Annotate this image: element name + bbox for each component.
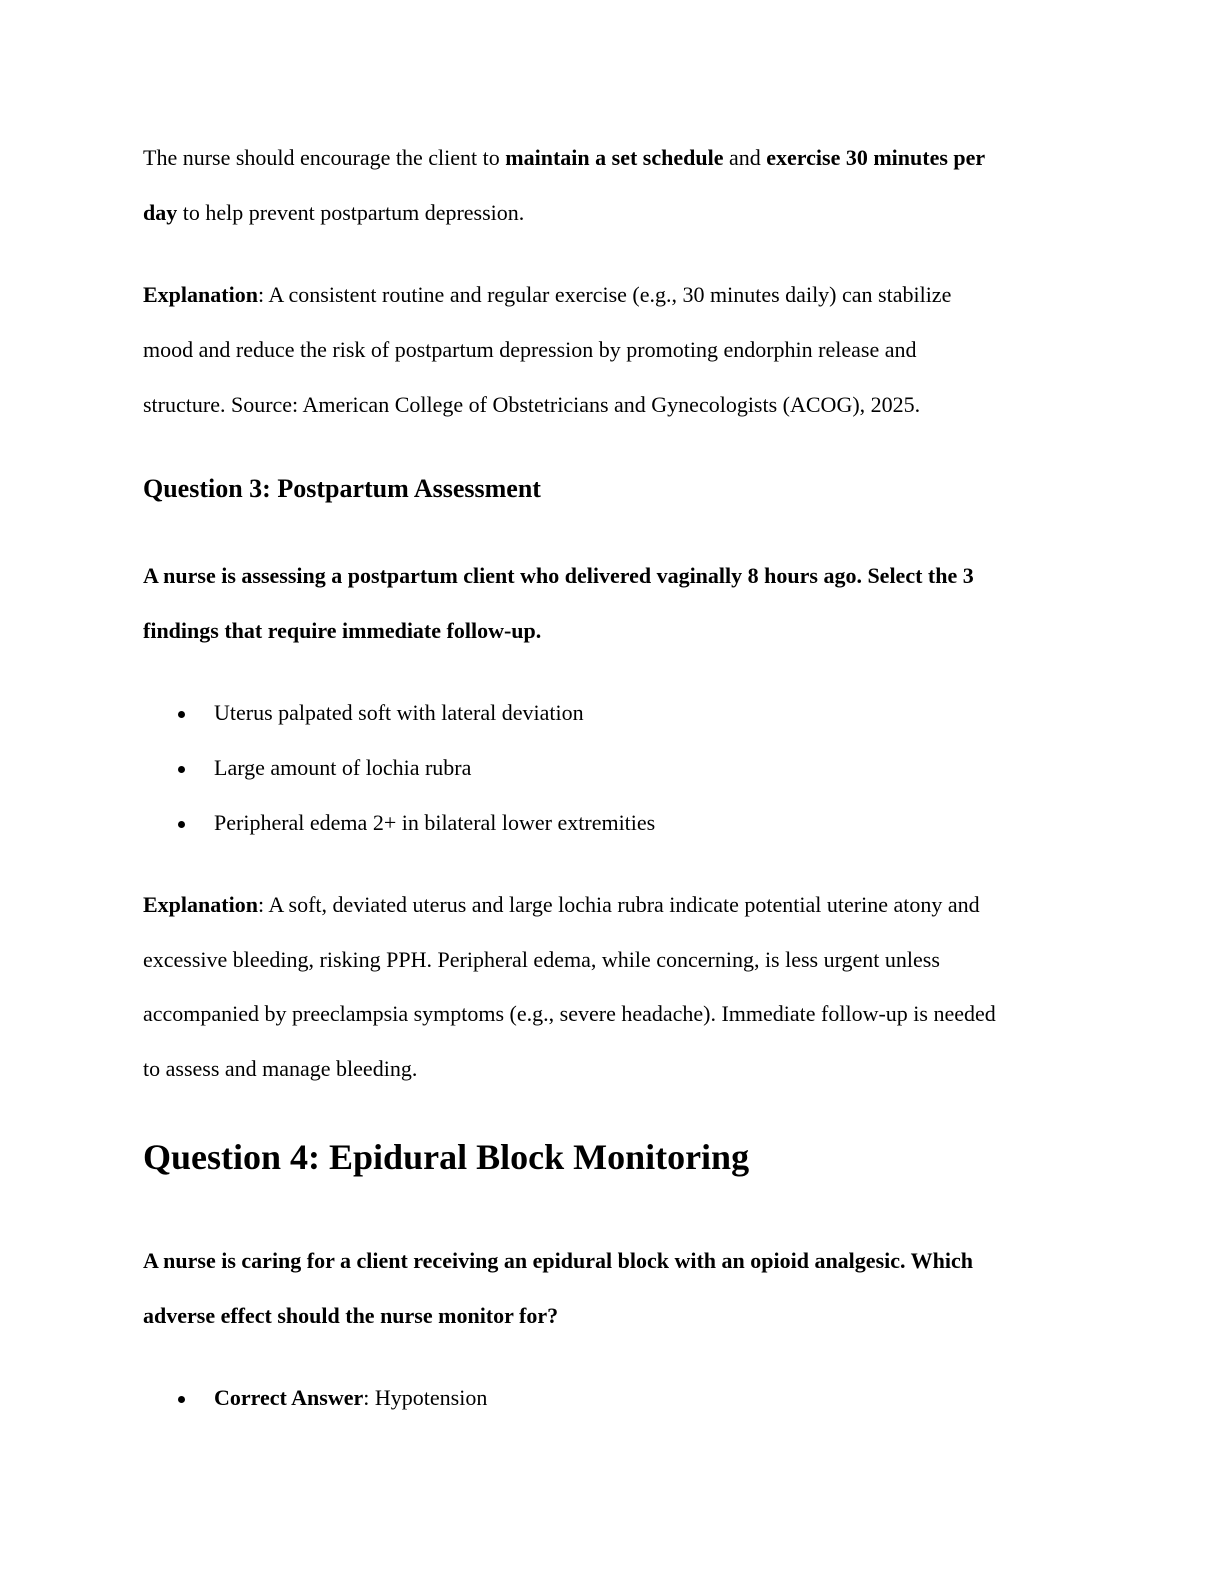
bullet-icon [178, 766, 185, 773]
explanation-label: Explanation [143, 892, 258, 917]
explanation-1-line-1 [143, 284, 951, 306]
explanation-text: : A consistent routine and regular exercise (e.g., 30 minutes daily) can stabilize [257, 282, 952, 307]
question-3-heading: Question 3: Postpartum Assessment [143, 474, 541, 503]
answer-text [214, 1387, 487, 1409]
explanation-3-line-2: excessive bleeding, risking PPH. Peripheral edema, while concerning, is less urgent unless [143, 947, 940, 972]
question-4-prompt-line-2: adverse effect should the nurse monitor for? [143, 1303, 559, 1328]
question-3-prompt-line-1: A nurse is assessing a postpartum client who delivered vaginally 8 hours ago. Select the 3 [143, 563, 974, 588]
intro-text: and [723, 145, 767, 170]
intro-text: The nurse should encourage the client to [143, 145, 506, 170]
option-text: Uterus palpated soft with lateral deviation [214, 700, 584, 725]
explanation-1-line-3: structure. Source: American College of Obstetricians and Gynecologists (ACOG), 2025. [143, 392, 921, 417]
answer-value: : Hypotension [363, 1385, 488, 1410]
bullet-icon [178, 711, 185, 718]
explanation-3-line-1 [143, 894, 980, 916]
intro-emphasis: day [143, 200, 178, 225]
question-3-prompt-line-2: findings that require immediate follow-up. [143, 618, 542, 643]
explanation-3-line-3: accompanied by preeclampsia symptoms (e.g., severe headache). Immediate follow-up is needed [143, 1001, 996, 1026]
option-text: Peripheral edema 2+ in bilateral lower extremities [214, 810, 656, 835]
explanation-1-line-2: mood and reduce the risk of postpartum depression by promoting endorphin release and [143, 337, 917, 362]
explanation-text: : A soft, deviated uterus and large lochia rubra indicate potential uterine atony and [257, 892, 980, 917]
bullet-icon [178, 1396, 185, 1403]
question-4-heading: Question 4: Epidural Block Monitoring [143, 1137, 750, 1177]
answer-label: Correct Answer [214, 1385, 364, 1410]
option-text: Large amount of lochia rubra [214, 755, 472, 780]
intro-text: to help prevent postpartum depression. [177, 200, 525, 225]
bullet-icon [178, 821, 185, 828]
intro-emphasis: exercise 30 minutes per [766, 145, 986, 170]
intro-line-1 [143, 147, 985, 169]
question-4-prompt-line-1: A nurse is caring for a client receiving an epidural block with an opioid analgesic. Which [143, 1248, 973, 1273]
explanation-label: Explanation [143, 282, 258, 307]
intro-emphasis: maintain a set schedule [505, 145, 724, 170]
intro-line-2 [143, 202, 524, 224]
explanation-3-line-4: to assess and manage bleeding. [143, 1056, 418, 1081]
